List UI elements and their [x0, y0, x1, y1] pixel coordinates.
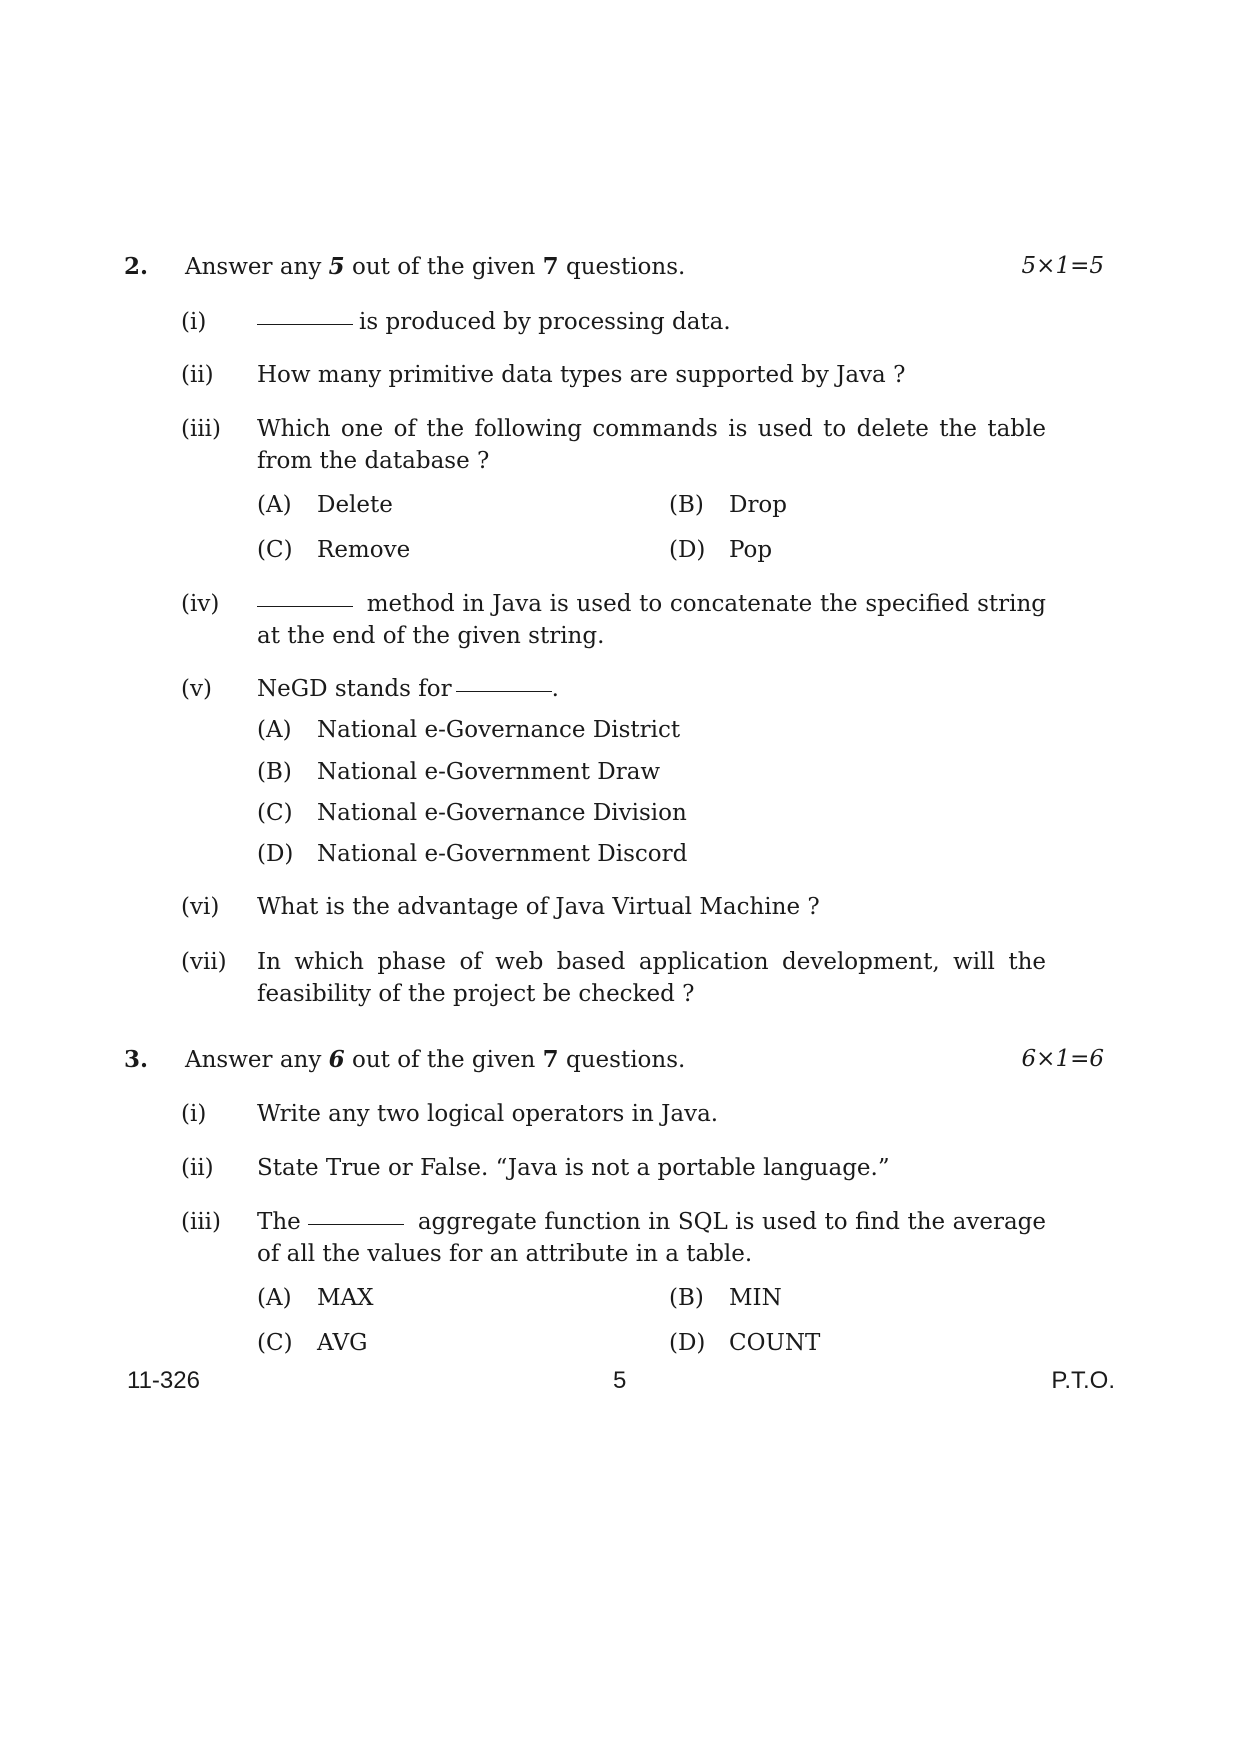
q3-iii-option-c-label: (C) — [257, 1330, 293, 1356]
q3-iii-line2: of all the values for an attribute in a table. — [257, 1241, 753, 1267]
q2-iii-option-b: Drop — [729, 492, 788, 518]
question-2-marks: 5×1=5 — [1021, 253, 1104, 279]
q2-iii-option-d-label: (D) — [669, 537, 706, 563]
q2-iii-option-d: Pop — [729, 537, 773, 563]
q3-ii-label: (ii) — [181, 1155, 214, 1181]
please-turn-over: P.T.O. — [1051, 1367, 1115, 1394]
q2-v-option-a: National e-Governance District — [317, 717, 681, 743]
q2-iii-option-c-label: (C) — [257, 537, 293, 563]
q2-v-option-b-label: (B) — [257, 759, 292, 785]
question-3-marks: 6×1=6 — [1021, 1046, 1104, 1072]
q2-iv-label: (iv) — [181, 591, 220, 617]
q2-vii-label: (vii) — [181, 949, 227, 975]
q2-v-label: (v) — [181, 676, 212, 702]
q2-ii-label: (ii) — [181, 362, 214, 388]
q3-ii-text: State True or False. “Java is not a portable language.” — [257, 1155, 890, 1181]
q2-v-option-c-label: (C) — [257, 800, 293, 826]
q2-ii-text: How many primitive data types are supported by Java ? — [257, 362, 906, 388]
q3-iii-label: (iii) — [181, 1209, 222, 1235]
question-2-instruction: Answer any 5 out of the given 7 questions. — [185, 253, 686, 280]
q2-iii-option-a: Delete — [317, 492, 393, 518]
q3-i-label: (i) — [181, 1101, 207, 1127]
q3-iii-option-d-label: (D) — [669, 1330, 706, 1356]
q2-v-option-c: National e-Governance Division — [317, 800, 687, 826]
answer-blank — [257, 324, 353, 325]
q2-iii-option-b-label: (B) — [669, 492, 704, 518]
q3-iii-option-b-label: (B) — [669, 1285, 704, 1311]
q3-iii-line1: The aggregate function in SQL is used to find the average — [257, 1209, 1047, 1235]
q3-iii-option-a-label: (A) — [257, 1285, 292, 1311]
q3-iii-option-c: AVG — [317, 1330, 368, 1356]
q2-iii-line2: from the database ? — [257, 448, 490, 474]
answer-blank — [257, 606, 353, 607]
q2-vi-label: (vi) — [181, 894, 220, 920]
q2-iii-line1: Which one of the following commands is used to delete the table — [257, 416, 1046, 442]
q2-iii-option-c: Remove — [317, 537, 411, 563]
q2-iv-line1: method in Java is used to concatenate the specified string — [257, 593, 1046, 616]
answer-blank — [456, 691, 552, 692]
q3-iii-option-d: COUNT — [729, 1330, 821, 1356]
q3-iii-option-b: MIN — [729, 1285, 782, 1311]
question-2-number: 2. — [124, 253, 149, 280]
q2-v-text: NeGD stands for . — [257, 676, 559, 702]
q3-iii-option-a: MAX — [317, 1285, 374, 1311]
page-number: 5 — [613, 1367, 627, 1394]
q2-vii-line2: feasibility of the project be checked ? — [257, 981, 695, 1007]
paper-code: 11-326 — [127, 1367, 200, 1394]
q2-vii-line1: In which phase of web based application development, will the — [257, 949, 1046, 975]
answer-blank — [308, 1224, 404, 1225]
q2-v-option-b: National e-Government Draw — [317, 759, 661, 785]
question-3-instruction: Answer any 6 out of the given 7 questions. — [185, 1046, 686, 1073]
q2-v-option-a-label: (A) — [257, 717, 292, 743]
q2-v-option-d-label: (D) — [257, 841, 294, 867]
q2-vi-text: What is the advantage of Java Virtual Machine ? — [257, 894, 820, 920]
q2-v-option-d: National e-Government Discord — [317, 841, 688, 867]
q2-iii-option-a-label: (A) — [257, 492, 292, 518]
question-3-number: 3. — [124, 1046, 149, 1073]
q2-i-label: (i) — [181, 309, 207, 335]
q2-iii-label: (iii) — [181, 416, 222, 442]
q3-i-text: Write any two logical operators in Java. — [257, 1101, 719, 1127]
q2-iv-line2: at the end of the given string. — [257, 623, 605, 649]
q2-i-text: is produced by processing data. — [257, 311, 731, 334]
